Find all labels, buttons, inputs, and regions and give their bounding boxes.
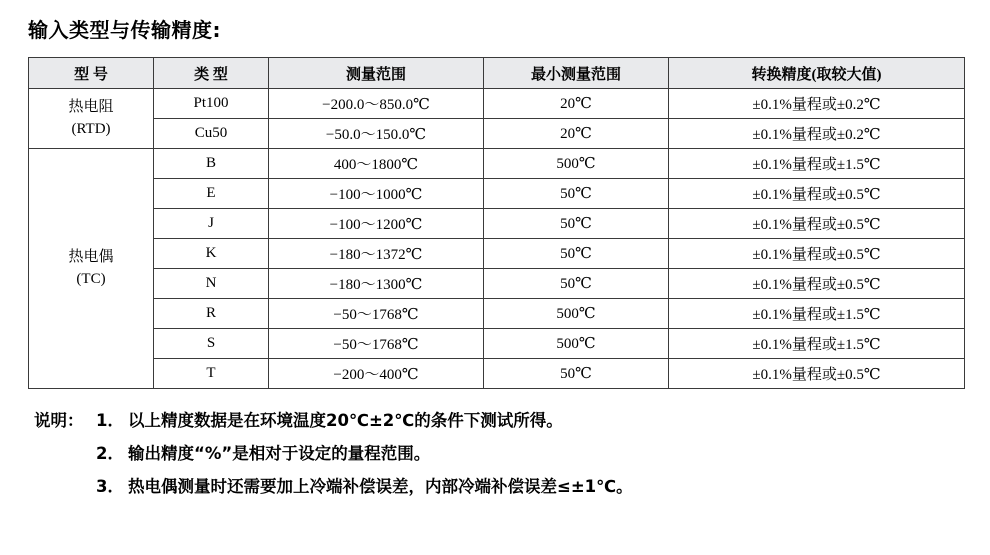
table-row [29,209,965,239]
group-label-tc: 热电偶 (TC) [29,149,154,389]
cell-accuracy: ±0.1%量程或±0.2℃ [669,89,965,119]
notes-lead-label: 说明： [34,411,84,430]
cell-min-range: 500℃ [484,299,669,329]
table-row [29,89,965,119]
cell-type: T [154,359,269,389]
column-header-accuracy: 转换精度(取较大值) [669,58,965,89]
cell-range: −50.0～150.0℃ [269,119,484,149]
cell-type: K [154,239,269,269]
notes-section [34,404,964,503]
note-number: 2． [96,444,124,463]
page-title: 输入类型与传输精度: [28,18,221,42]
table-row [29,269,965,299]
column-header-measure-range: 测量范围 [269,58,484,89]
cell-type: E [154,179,269,209]
note-text: 输出精度“%”是相对于设定的量程范围。 [128,444,431,463]
table-row [29,149,965,179]
cell-min-range: 20℃ [484,89,669,119]
cell-range: −100～1000℃ [269,179,484,209]
cell-range: −100～1200℃ [269,209,484,239]
table-row [29,119,965,149]
table-header [29,58,965,89]
table-row [29,359,965,389]
note-item [34,470,964,503]
note-item [34,437,964,470]
cell-min-range: 50℃ [484,269,669,299]
note-number: 3． [96,477,124,496]
cell-min-range: 50℃ [484,359,669,389]
cell-accuracy: ±0.1%量程或±0.5℃ [669,269,965,299]
table-row [29,329,965,359]
cell-type: B [154,149,269,179]
cell-accuracy: ±0.1%量程或±0.2℃ [669,119,965,149]
cell-accuracy: ±0.1%量程或±0.5℃ [669,239,965,269]
cell-min-range: 20℃ [484,119,669,149]
column-header-min-range: 最小测量范围 [484,58,669,89]
table-row [29,239,965,269]
cell-min-range: 500℃ [484,329,669,359]
cell-accuracy: ±0.1%量程或±0.5℃ [669,359,965,389]
cell-min-range: 500℃ [484,149,669,179]
cell-type: Pt100 [154,89,269,119]
note-text: 以上精度数据是在环境温度20℃±2℃的条件下测试所得。 [128,411,563,430]
cell-range: −180～1372℃ [269,239,484,269]
cell-range: −180～1300℃ [269,269,484,299]
cell-min-range: 50℃ [484,179,669,209]
cell-accuracy: ±0.1%量程或±1.5℃ [669,299,965,329]
table-body [29,89,965,389]
cell-accuracy: ±0.1%量程或±1.5℃ [669,329,965,359]
cell-range: −50～1768℃ [269,299,484,329]
cell-accuracy: ±0.1%量程或±0.5℃ [669,209,965,239]
input-type-accuracy-table [28,57,965,389]
cell-type: N [154,269,269,299]
table-header-row [29,58,965,89]
cell-range: 400～1800℃ [269,149,484,179]
cell-min-range: 50℃ [484,239,669,269]
cell-range: −200～400℃ [269,359,484,389]
cell-type: R [154,299,269,329]
note-number: 1． [96,411,124,430]
cell-accuracy: ±0.1%量程或±0.5℃ [669,179,965,209]
column-header-model: 型 号 [29,58,154,89]
cell-type: J [154,209,269,239]
note-item [34,404,964,437]
cell-type: Cu50 [154,119,269,149]
cell-accuracy: ±0.1%量程或±1.5℃ [669,149,965,179]
cell-range: −200.0～850.0℃ [269,89,484,119]
cell-type: S [154,329,269,359]
cell-min-range: 50℃ [484,209,669,239]
table-row [29,299,965,329]
cell-range: −50～1768℃ [269,329,484,359]
note-text: 热电偶测量时还需要加上冷端补偿误差，内部冷端补偿误差≤±1℃。 [128,477,633,496]
group-label-rtd: 热电阻 (RTD) [29,89,154,149]
table-row [29,179,965,209]
column-header-type: 类 型 [154,58,269,89]
